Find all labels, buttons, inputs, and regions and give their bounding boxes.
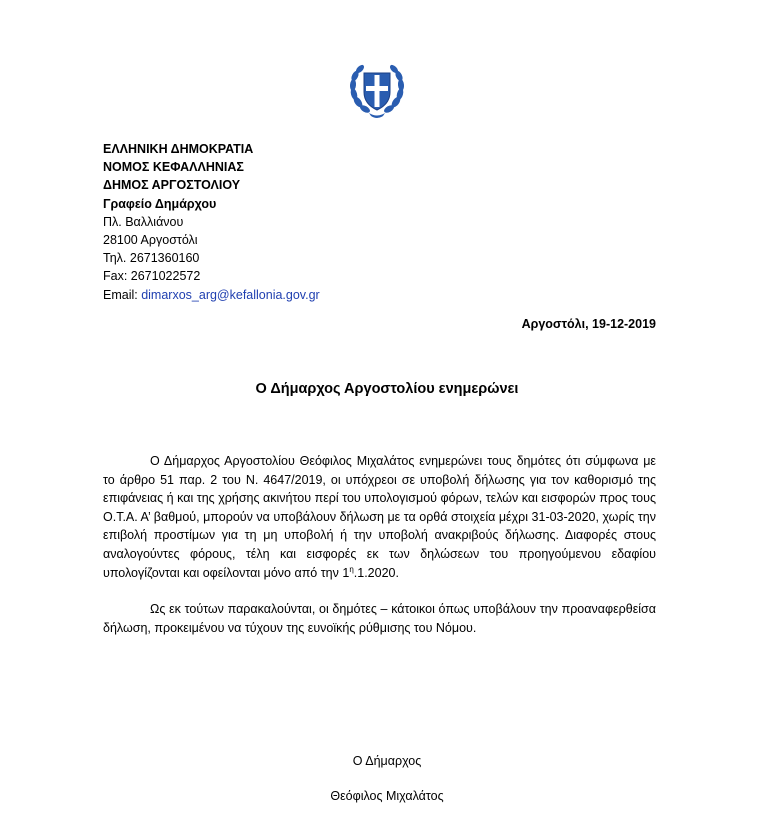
fax-number: Fax: 2671022572 <box>103 269 201 284</box>
office-name: Γραφείο Δημάρχου <box>103 196 217 211</box>
letterhead <box>103 140 320 304</box>
email-link[interactable]: dimarxos_arg@kefallonia.gov.gr <box>141 287 320 302</box>
paragraph-1 <box>103 452 656 582</box>
paragraph-1-end: .1.2020. <box>353 565 399 580</box>
country-name: ΕΛΛΗΝΙΚΗ ΔΗΜΟΚΡΑΤΙΑ <box>103 142 254 156</box>
municipality-name: ΔΗΜΟΣ ΑΡΓΟΣΤΟΛΙΟΥ <box>103 178 241 193</box>
signature-name: Θεόφιλος Μιχαλάτος <box>330 789 444 803</box>
signature-role: Ο Δήμαρχος <box>352 754 422 768</box>
phone-number: Τηλ. 2671360160 <box>103 251 200 266</box>
paragraph-2: Ως εκ τούτων παρακαλούνται, οι δημότες – κάτοικοι όπως υποβάλουν την προαναφερθείσα δήλωση, προκειμένου να τύχουν της ευνοϊκής ρύθμισης του Νόμου. <box>103 602 656 635</box>
ordinal-superscript: η <box>349 564 354 574</box>
greek-coat-of-arms-icon <box>345 58 409 122</box>
document-title: Ο Δήμαρχος Αργοστολίου ενημερώνει <box>255 381 519 397</box>
paragraph-1-text: Ο Δήμαρχος Αργοστολίου Θεόφιλος Μιχαλάτος ενημερώνει τους δημότες ότι σύμφωνα με το άρθρο 51 παρ. 2 του Ν. 4647/2019, οι υπόχρεοι σε υποβολή δήλωσης για τον καθορισμό της επιφάνειας ή και της χρήσης ακινήτου περί του υπολογισμού φόρων, τελών και εισφορών προς τους Ο.Τ.Α. Α’ βαθμού, μπορούν να υποβάλουν δήλωση με τα ορθά στοιχεία μέχρι 31-03-2020, χωρίς την επιβολή προστίμων για τη μη υποβολή ή την υποβολή ανακριβούς δήλωσης. Διαφορές στους αναλογούντες φόρους, τέλη και εισφορές εκ των δηλώσεων του προηγούμενου εδαφίου υπολογίζονται και οφείλονται μόνο από την 1 <box>103 454 656 580</box>
street-address: Πλ. Βαλλιάνου <box>103 214 184 229</box>
document-date: Αργοστόλι, 19-12-2019 <box>521 317 656 331</box>
prefecture-name: ΝΟΜΟΣ ΚΕΦΑΛΛΗΝΙΑΣ <box>103 160 244 175</box>
email-line <box>103 286 320 304</box>
postal-city: 28100 Αργοστόλι <box>103 233 198 248</box>
email-label: Email: <box>103 287 142 302</box>
document-body <box>103 452 656 655</box>
